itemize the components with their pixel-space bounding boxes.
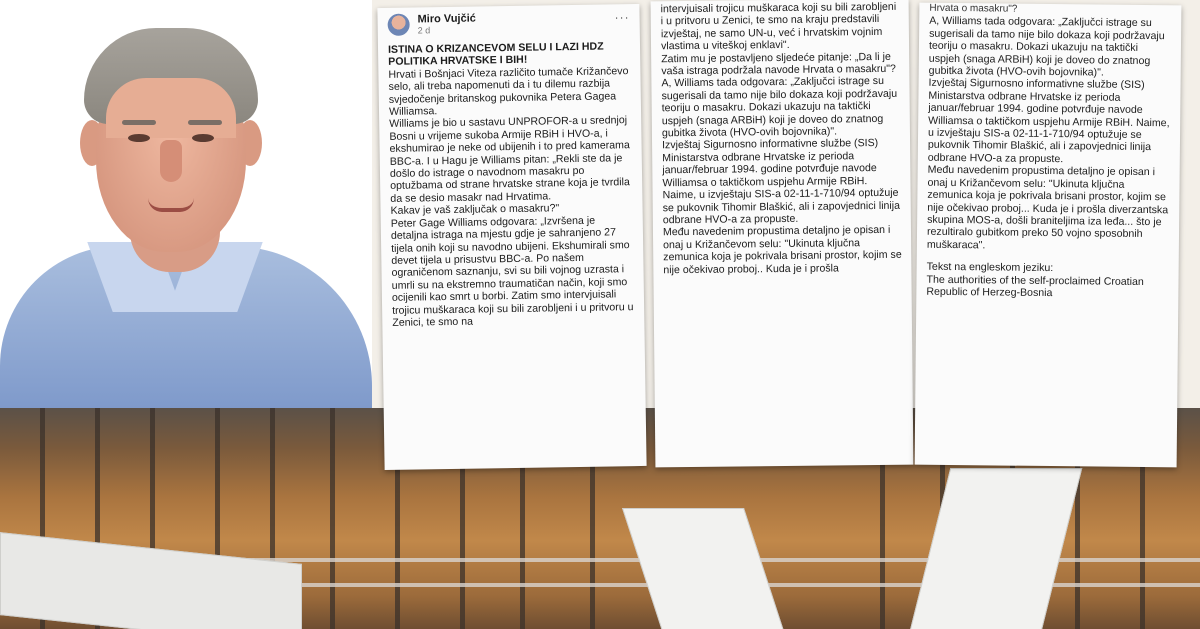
post-paragraph: A, Williams tada odgovara: „Zaključci istrage su sugerisali da tamo nije bilo dokaza koji podržavaju teoriju o masakru. Dokazi ukazuju na taktički uspjeh (snaga ARBiH) koji je doveo do znatnog gubitka života (HVO-ovih bojovnika)". [661,75,898,140]
monument-right-arm [910,468,1083,629]
post-header [377,4,639,38]
facebook-post-screenshot-2 [651,0,914,467]
post-paragraph: Zatim mu je postavljeno sljedeće pitanje: „Da li je vaša istraga podržala navode Hrvata o masakru"? [661,50,896,78]
portrait-photo [0,0,372,408]
post-paragraph: intervjuisali trojicu muškaraca koji su bili zarobljeni i u pritvoru u Zenici, te smo na kraju predstavili izvještaj, ne samo UN-u, već i hrvatskim vojnim vlastima u viteškoj enklavi". [660,0,897,53]
post-paragraph: Williams je bio u sastavu UNPROFOR-a u srednjoj Bosni u vrijeme sukoba Armije RBiH i HVO-a, i ekshumirao je neke od ubijenih i to pred kamerama BBC-a. I u Hagu je Williams pitan: „Rekli ste da je došlo do istrage o navodnom masakru po optužbama od strane hrvatske strane koja je tvrdila da se desio masakr nad Hrvatima. [389,114,630,205]
facebook-post-screenshot-3 [915,3,1182,468]
post-paragraph: Izvještaj Sigurnosno informativne službe (SIS) Ministarstva odbrane Hrvatske iz perioda januar/februar 1994. godine potvrđuje navode Williamsa o taktičkom uspjehu Armije RBiH. Naime, u izvještaju SIS-a 02-11-1-710/94 optužuje se pukovnik Tihomir Blaškić, ali i zapovjednici linija odbrane HVO-a za propuste. [662,137,901,227]
post-body [916,3,1181,301]
author-name[interactable]: Miro Vujčić [417,12,476,26]
post-paragraph: Tekst na engleskom jeziku: [926,260,1054,275]
post-paragraph: A, Williams tada odgovara: „Zaključci istrage su sugerisali da tamo nije bilo dokaza koji podržavaju teoriju o masakru. Dokazi ukazuju na taktički uspjeh (snaga ARBiH) koji je doveo do znatnog gubitka života (HVO-ovih bojovnika)". [928,15,1165,79]
post-paragraph: Kakav je vaš zaključak o masakru?" [390,202,560,218]
facebook-post-screenshot-1 [377,4,646,470]
post-paragraph: Izvještaj Sigurnosno informativne službe (SIS) Ministarstva odbrane Hrvatske iz perioda januar/februar 1994. godine potvrđuje navode Williamsa o taktičkom uspjehu Armije RBiH. Naime, u izvještaju SIS-a 02-11-1-710/94 optužuje se pukovnik Tihomir Blaškić, ali i zapovjednici linija odbrane HVO-a za propuste. [927,77,1170,166]
author-avatar[interactable] [387,14,409,36]
post-paragraph: The authorities of the self-proclaimed Croatian Republic of Herzeg-Bosnia [926,273,1144,299]
post-title: ISTINA O KRIZANCEVOM SELU I LAZI HDZ POLITIKA HRVATSKE I BIH! [387,40,604,69]
monument-left-arm [622,508,784,629]
post-time[interactable]: 2 d [417,25,431,36]
post-paragraph: Peter Gage Williams odgovara: „Izvršena je detaljna istraga na mjestu gdje je sahranjeno 27 tijela onih koji su navodno ubijeni. Ekshumirali smo devet tijela u prisustvu BBC-a. Po našem ograničenom saznanju, svi su bili vojnog uzrasta i umrli su na ekstremno traumatičan način, koji smo ocijenili kao smrt u borbi. Zatim smo intervjuisali trojicu muškaraca koji su bili zarobljeni i u pritvoru u Zenici, te smo na [390,214,634,329]
post-paragraph: Hrvati i Bošnjaci Viteza različito tumače Križančevo selo, ali treba napomenuti da i tu dilemu razbija svjedočenje britanskog pukovnika Petera Gagea Williamsa. [388,64,629,118]
post-paragraph: Među navedenim propustima detaljno je opisan i onaj u Križančevom selu: "Ukinuta ključna zemunica koja je pokrivala brisani prostor, kojim se nije očekivao proboj.. Kuda je i prošla [662,224,902,276]
more-options-icon[interactable]: ··· [614,10,630,25]
post-body [378,34,645,329]
post-body [651,0,912,276]
post-paragraph: Među navedenim propustima detaljno je opisan i onaj u Križančevom selu: "Ukinuta ključna zemunica koja je pokrivala brisani prostor, kojim se nije očekivao proboj... Kuda je i prošla diverzantska skupina MOS-a, došli braniteljima iza leđa... što je rezultiralo gubitkom preko 50 vojno sposobnih muškaraca". [926,164,1169,252]
post-cut-line: Hrvata o masakru"? [929,2,1018,15]
